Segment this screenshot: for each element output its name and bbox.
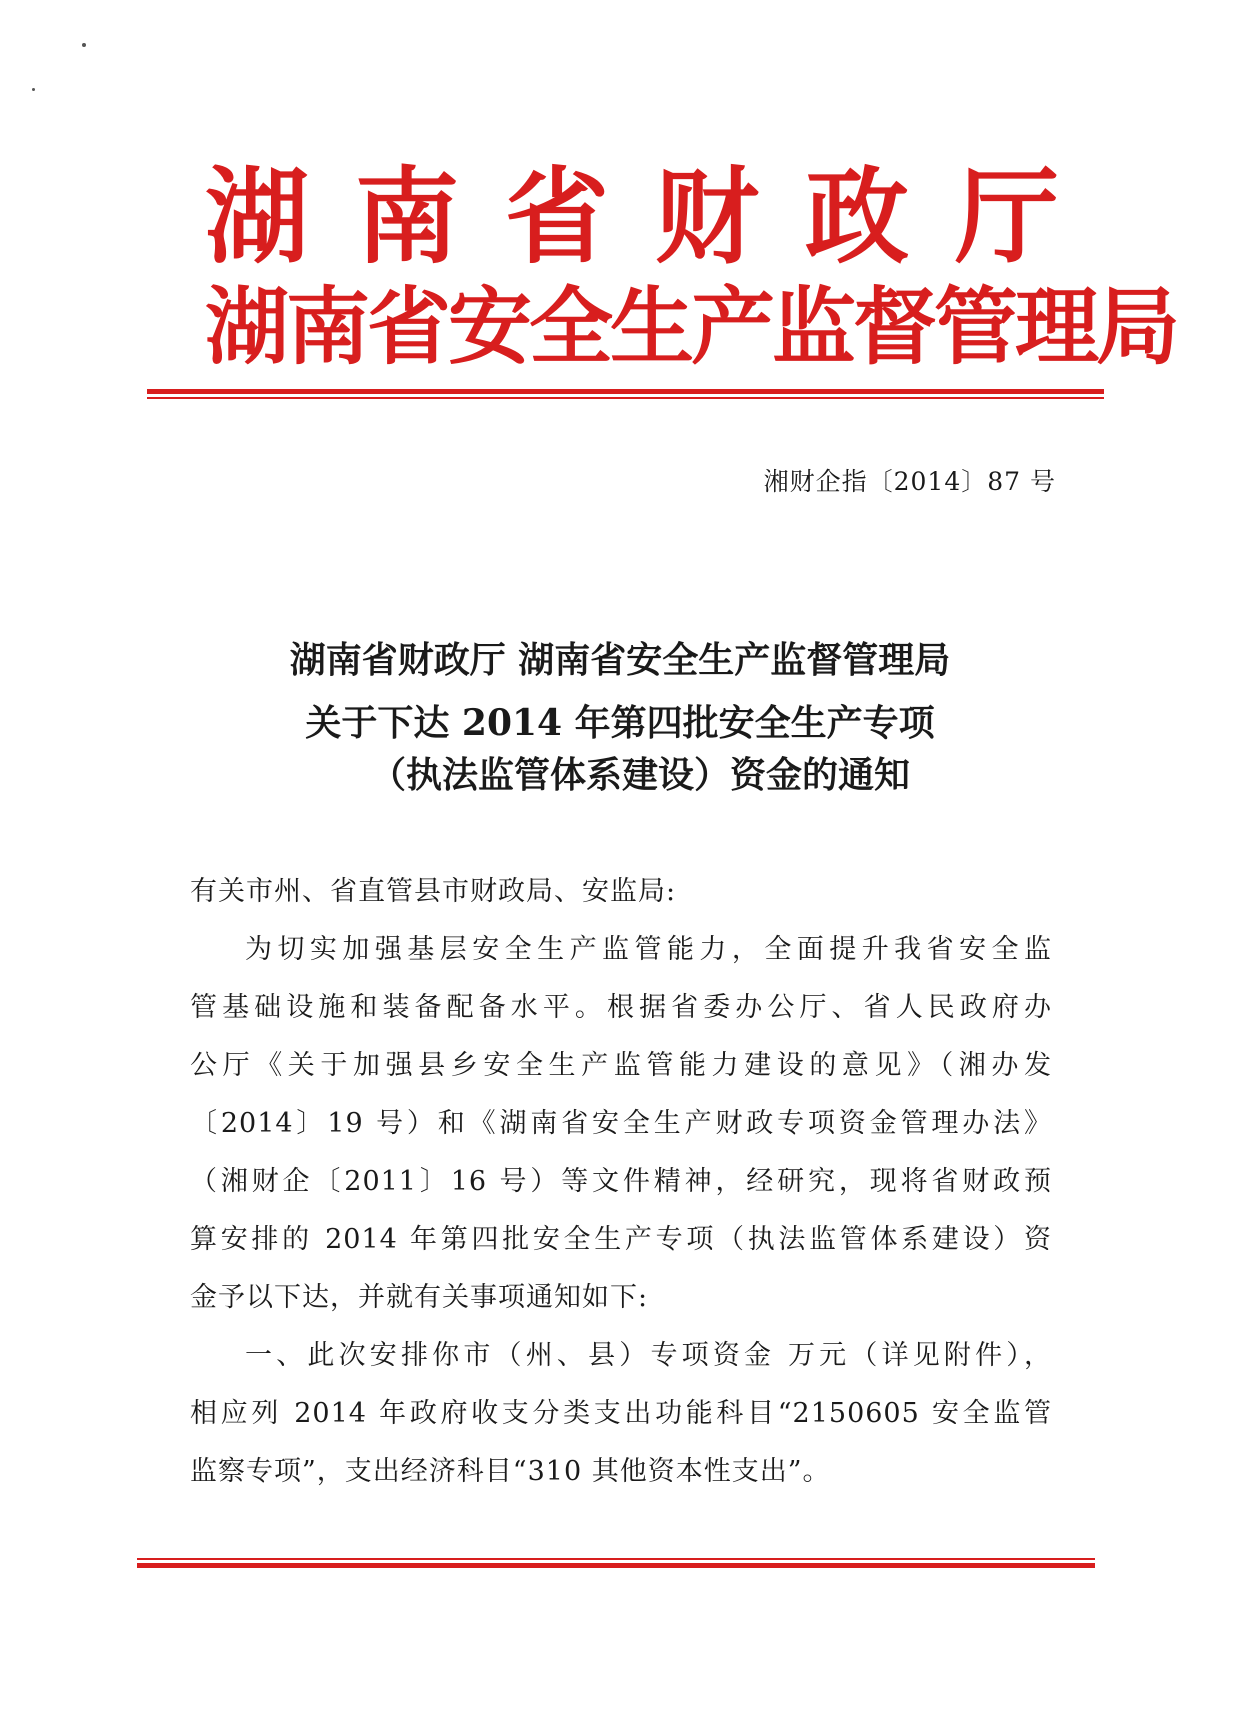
footer-divider-thin — [137, 1558, 1095, 1560]
body-line: 相应列 2014 年政府收支分类支出功能科目“2150605 安全监管 — [190, 1398, 1052, 1429]
body-line: 一、此次安排你市（州、县）专项资金 万元（详见附件）， — [245, 1340, 1052, 1371]
letterhead-title-finance: 湖南省财政厅 — [205, 156, 1106, 278]
letterhead-title-safety: 湖南省安全生产监督管理局 — [205, 278, 1178, 376]
body-line: 〔2014〕19 号）和《湖南省安全生产财政专项资金管理办法》 — [190, 1108, 1052, 1139]
scan-speck — [82, 43, 86, 47]
document-number: 湘财企指〔2014〕87 号 — [763, 467, 1056, 496]
body-line: 监察专项”，支出经济科目“310 其他资本性支出”。 — [190, 1456, 831, 1487]
body-line: 公厅《关于加强县乡安全生产监管能力建设的意见》（湘办发 — [190, 1050, 1052, 1081]
body-line: 金予以下达，并就有关事项通知如下: — [190, 1282, 649, 1313]
body-line: （湘财企〔2011〕16 号）等文件精神，经研究，现将省财政预 — [190, 1166, 1052, 1197]
scan-speck — [32, 88, 35, 91]
body-line: 为切实加强基层安全生产监管能力，全面提升我省安全监 — [245, 934, 1052, 965]
body-line: 算安排的 2014 年第四批安全生产专项（执法监管体系建设）资 — [190, 1224, 1052, 1255]
salutation: 有关市州、省直管县市财政局、安监局: — [190, 876, 677, 907]
header-divider-thin — [147, 397, 1104, 399]
document-title-line-1: 湖南省财政厅 湖南省安全生产监督管理局 — [289, 639, 951, 681]
header-divider-thick — [147, 389, 1104, 394]
footer-divider-thick — [137, 1563, 1095, 1568]
document-title-line-3: （执法监管体系建设）资金的通知 — [369, 754, 910, 796]
document-title-line-2: 关于下达 2014 年第四批安全生产专项 — [305, 702, 935, 744]
body-line: 管基础设施和装备配备水平。根据省委办公厅、省人民政府办 — [190, 992, 1052, 1023]
